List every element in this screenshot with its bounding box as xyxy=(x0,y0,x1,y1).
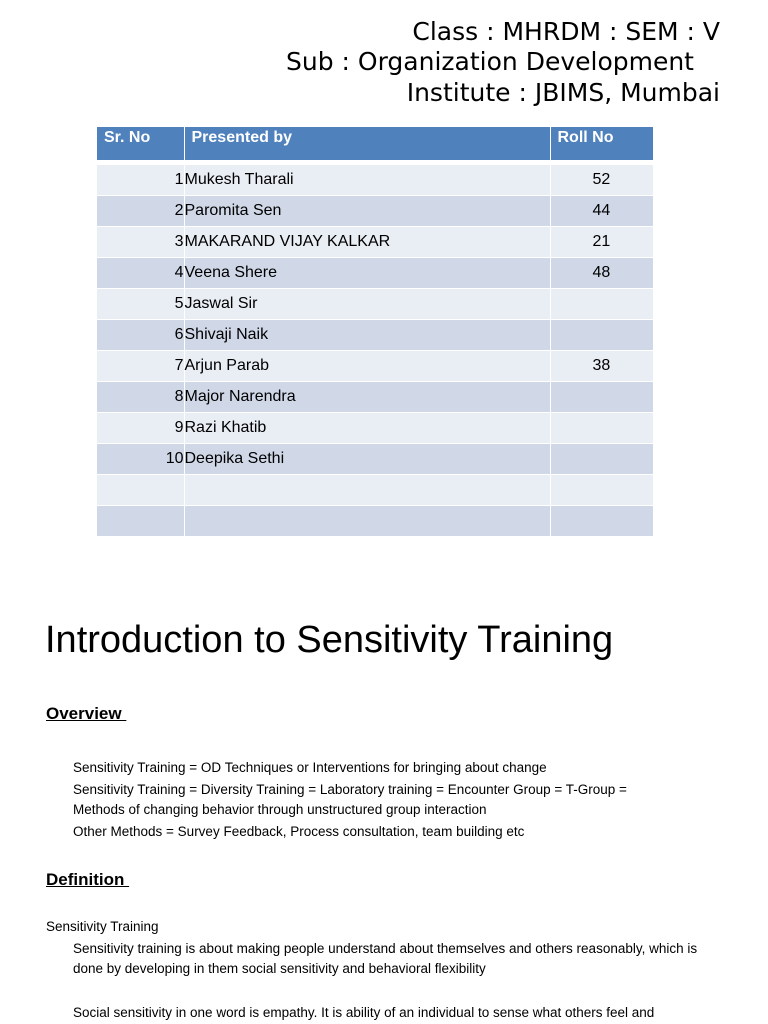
table-row xyxy=(97,165,653,196)
overview-line: Other Methods = Survey Feedback, Process consultation, team building etc xyxy=(73,824,525,839)
presenter-cell: Mukesh Tharali xyxy=(184,165,550,196)
table-row xyxy=(97,413,653,444)
column-header-sr-no: Sr. No xyxy=(97,127,184,160)
overview-line: Sensitivity Training = OD Techniques or Interventions for bringing about change xyxy=(73,760,547,775)
overview-heading: Overview xyxy=(46,704,127,723)
definition-line: Social sensitivity in one word is empathy. It is ability of an individual to sense what others feel and xyxy=(73,1005,655,1020)
presenter-cell: Paromita Sen xyxy=(184,196,550,227)
roll-no-cell xyxy=(550,289,653,320)
roll-no-cell xyxy=(550,506,653,537)
sr-no-cell: 3 xyxy=(97,227,184,258)
table-row xyxy=(97,475,653,506)
presenter-cell: Major Narendra xyxy=(184,382,550,413)
sr-no-cell xyxy=(97,506,184,537)
roll-no-cell: 44 xyxy=(550,196,653,227)
class-line: Class : MHRDM : SEM : V xyxy=(412,17,720,46)
table-row xyxy=(97,289,653,320)
roll-no-cell: 48 xyxy=(550,258,653,289)
institute-line: Institute : JBIMS, Mumbai xyxy=(406,78,720,107)
presenter-cell: Veena Shere xyxy=(184,258,550,289)
roll-no-cell xyxy=(550,475,653,506)
roll-no-cell: 21 xyxy=(550,227,653,258)
sr-no-cell xyxy=(97,475,184,506)
presenter-cell: Shivaji Naik xyxy=(184,320,550,351)
slide-title: Introduction to Sensitivity Training xyxy=(45,619,614,661)
sr-no-cell: 7 xyxy=(97,351,184,382)
table-row xyxy=(97,506,653,537)
presenter-cell xyxy=(184,475,550,506)
sr-no-cell: 4 xyxy=(97,258,184,289)
column-header-presented-by: Presented by xyxy=(184,127,550,160)
table-row xyxy=(97,382,653,413)
sr-no-cell: 10 xyxy=(97,444,184,475)
roll-no-cell: 38 xyxy=(550,351,653,382)
table-header-row xyxy=(97,127,653,160)
sr-no-cell: 9 xyxy=(97,413,184,444)
presenter-cell: MAKARAND VIJAY KALKAR xyxy=(184,227,550,258)
sr-no-cell: 1 xyxy=(97,165,184,196)
table-row xyxy=(97,351,653,382)
presenter-cell: Arjun Parab xyxy=(184,351,550,382)
sr-no-cell: 6 xyxy=(97,320,184,351)
table-row xyxy=(97,258,653,289)
definition-label: Sensitivity Training xyxy=(46,919,159,934)
table-row xyxy=(97,444,653,475)
roll-no-cell xyxy=(550,444,653,475)
table-row xyxy=(97,227,653,258)
roll-no-cell xyxy=(550,413,653,444)
sr-no-cell: 8 xyxy=(97,382,184,413)
roll-no-cell xyxy=(550,320,653,351)
presenter-cell xyxy=(184,506,550,537)
presenter-cell: Razi Khatib xyxy=(184,413,550,444)
subject-line: Sub : Organization Development xyxy=(286,47,694,76)
table-row xyxy=(97,320,653,351)
presenters-table xyxy=(97,127,654,536)
table-row xyxy=(97,196,653,227)
overview-line: Sensitivity Training = Diversity Training = Laboratory training = Encounter Group = T-Group = Methods of changing behavior through unstructured group interaction xyxy=(73,782,627,817)
roll-no-cell: 52 xyxy=(550,165,653,196)
column-header-roll-no: Roll No xyxy=(550,127,653,160)
sr-no-cell: 2 xyxy=(97,196,184,227)
presenter-cell: Deepika Sethi xyxy=(184,444,550,475)
roll-no-cell xyxy=(550,382,653,413)
definition-heading: Definition xyxy=(46,870,130,889)
presenter-cell: Jaswal Sir xyxy=(184,289,550,320)
definition-line: Sensitivity training is about making people understand about themselves and others reasonably, which is done by developing in them social sensitivity and behavioral flexibility xyxy=(73,941,698,976)
sr-no-cell: 5 xyxy=(97,289,184,320)
